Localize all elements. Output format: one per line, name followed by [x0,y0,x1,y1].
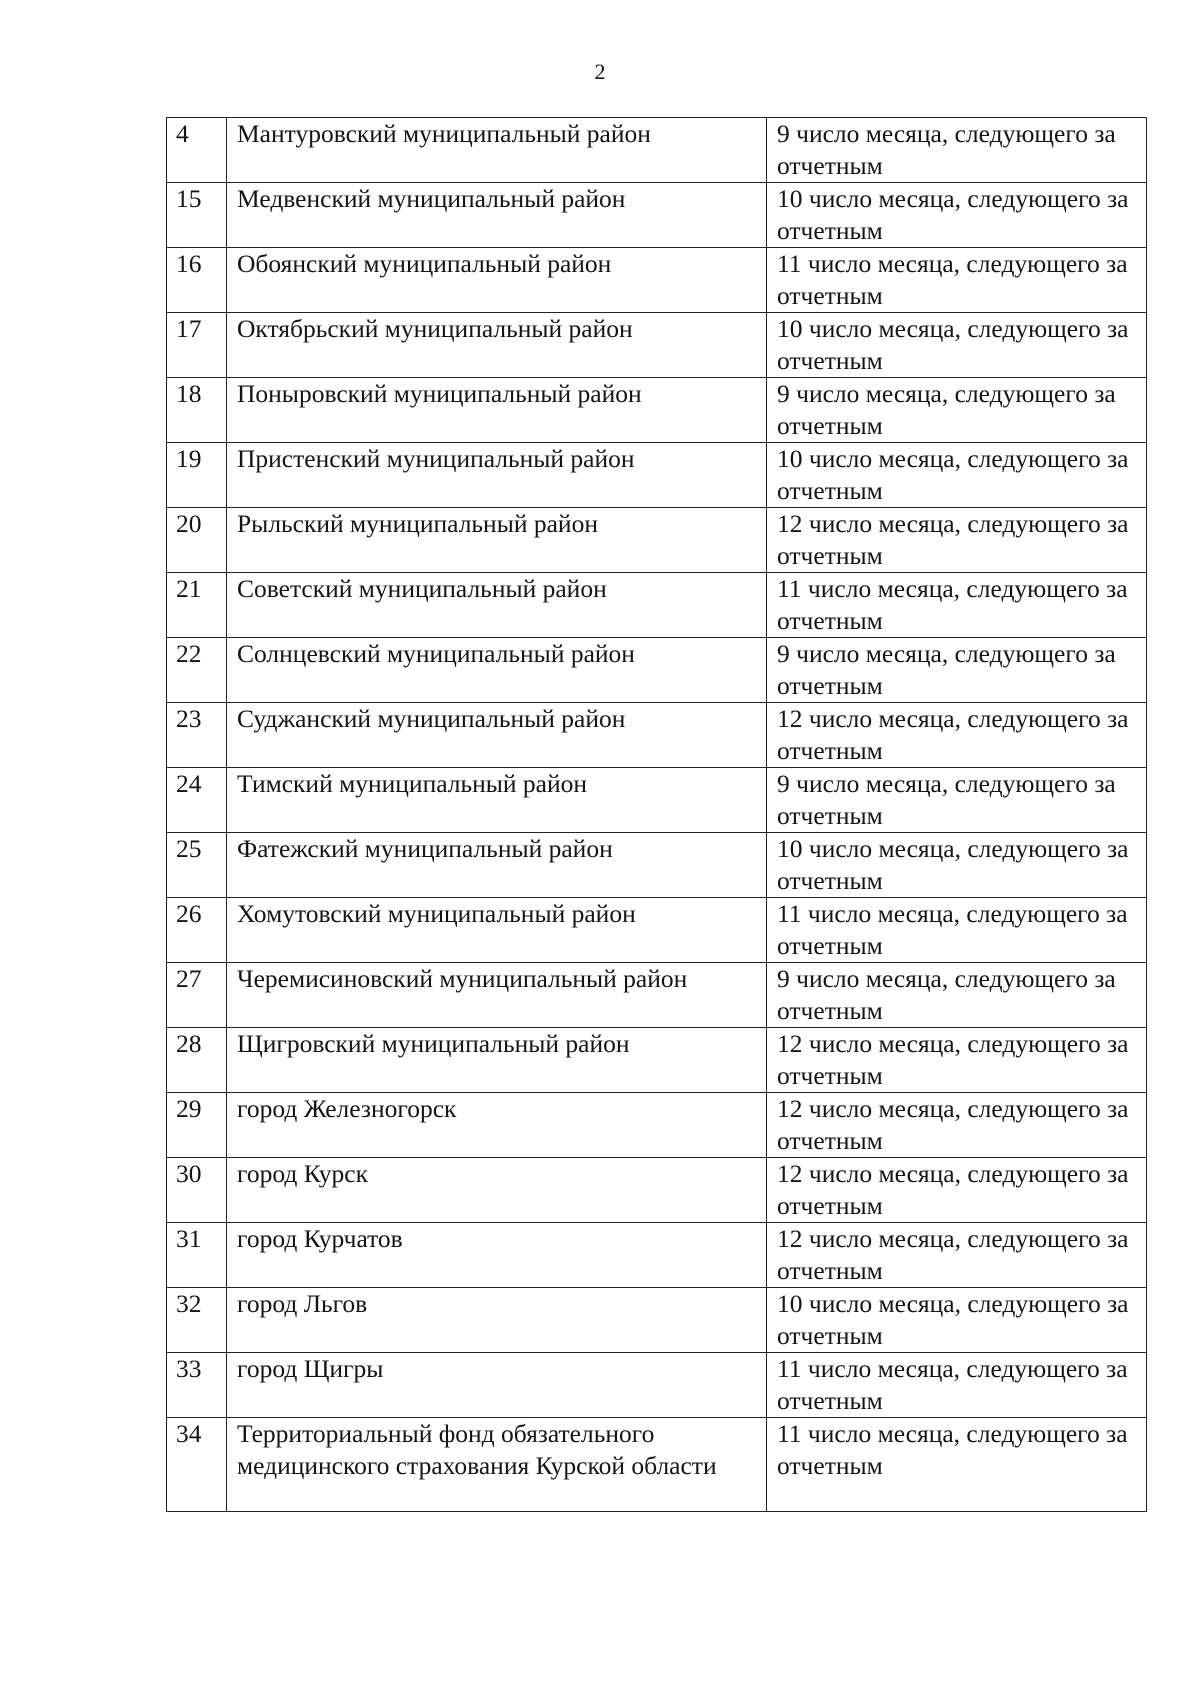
table-row [167,183,1147,248]
table-row [167,703,1147,768]
page-number: 2 [594,59,606,84]
row-number: 18 [167,378,227,443]
entity-name: Советский муниципальный район [227,573,767,638]
row-number: 23 [167,703,227,768]
table-row [167,118,1147,183]
deadline-cell: 12 число месяца, следующего за отчетным [767,703,1147,768]
row-number: 31 [167,1223,227,1288]
deadline-cell: 11 число месяца, следующего за отчетным [767,573,1147,638]
entity-name: город Курск [227,1158,767,1223]
entity-name: Тимский муниципальный район [227,768,767,833]
row-number: 24 [167,768,227,833]
deadline-cell: 11 число месяца, следующего за отчетным [767,248,1147,313]
table-row [167,833,1147,898]
table-row [167,1223,1147,1288]
table-row [167,313,1147,378]
row-number: 34 [167,1418,227,1512]
entity-name: город Щигры [227,1353,767,1418]
table-row [167,768,1147,833]
deadline-cell: 11 число месяца, следующего за отчетным [767,898,1147,963]
row-number: 15 [167,183,227,248]
deadline-cell: 11 число месяца, следующего за отчетным [767,1353,1147,1418]
table-row [167,443,1147,508]
table-row [167,1288,1147,1353]
entity-name: город Льгов [227,1288,767,1353]
entity-name: Медвенский муниципальный район [227,183,767,248]
row-number: 21 [167,573,227,638]
entity-name: Мантуровский муниципальный район [227,118,767,183]
table-row [167,248,1147,313]
table-row [167,508,1147,573]
entity-name: Хомутовский муниципальный район [227,898,767,963]
row-number: 32 [167,1288,227,1353]
entity-name: город Курчатов [227,1223,767,1288]
entity-name: Щигровский муниципальный район [227,1028,767,1093]
table-row [167,1158,1147,1223]
entity-name: Поныровский муниципальный район [227,378,767,443]
deadline-cell: 9 число месяца, следующего за отчетным [767,768,1147,833]
entity-name: Пристенский муниципальный район [227,443,767,508]
table-row [167,963,1147,1028]
deadline-cell: 12 число месяца, следующего за отчетным [767,508,1147,573]
deadline-cell: 12 число месяца, следующего за отчетным [767,1223,1147,1288]
deadline-cell: 10 число месяца, следующего за отчетным [767,183,1147,248]
entity-name: Солнцевский муниципальный район [227,638,767,703]
entity-name: город Железногорск [227,1093,767,1158]
table-row [167,573,1147,638]
table-row [167,378,1147,443]
table-row [167,638,1147,703]
deadline-cell: 9 число месяца, следующего за отчетным [767,378,1147,443]
table-row [167,1353,1147,1418]
table-row [167,898,1147,963]
deadlines-table [166,117,1147,1512]
row-number: 28 [167,1028,227,1093]
deadline-cell: 10 число месяца, следующего за отчетным [767,1288,1147,1353]
entity-name: Черемисиновский муниципальный район [227,963,767,1028]
entity-name: Октябрьский муниципальный район [227,313,767,378]
row-number: 19 [167,443,227,508]
row-number: 20 [167,508,227,573]
deadline-cell: 9 число месяца, следующего за отчетным [767,963,1147,1028]
entity-name: Суджанский муниципальный район [227,703,767,768]
row-number: 26 [167,898,227,963]
table-row [167,1028,1147,1093]
row-number: 17 [167,313,227,378]
deadline-cell: 12 число месяца, следующего за отчетным [767,1028,1147,1093]
row-number: 16 [167,248,227,313]
entity-name: Территориальный фонд обязательного медицинского страхования Курской области [227,1418,767,1512]
row-number: 25 [167,833,227,898]
table-row [167,1093,1147,1158]
deadline-cell: 9 число месяца, следующего за отчетным [767,638,1147,703]
entity-name: Фатежский муниципальный район [227,833,767,898]
deadline-cell: 9 число месяца, следующего за отчетным [767,118,1147,183]
deadline-cell: 10 число месяца, следующего за отчетным [767,833,1147,898]
entity-name: Обоянский муниципальный район [227,248,767,313]
deadline-cell: 12 число месяца, следующего за отчетным [767,1158,1147,1223]
row-number: 22 [167,638,227,703]
deadline-cell: 10 число месяца, следующего за отчетным [767,443,1147,508]
entity-name: Рыльский муниципальный район [227,508,767,573]
deadline-cell: 11 число месяца, следующего за отчетным [767,1418,1147,1512]
row-number: 27 [167,963,227,1028]
deadline-cell: 10 число месяца, следующего за отчетным [767,313,1147,378]
row-number: 29 [167,1093,227,1158]
row-number: 30 [167,1158,227,1223]
deadline-cell: 12 число месяца, следующего за отчетным [767,1093,1147,1158]
row-number: 4 [167,118,227,183]
row-number: 33 [167,1353,227,1418]
table-row [167,1418,1147,1512]
